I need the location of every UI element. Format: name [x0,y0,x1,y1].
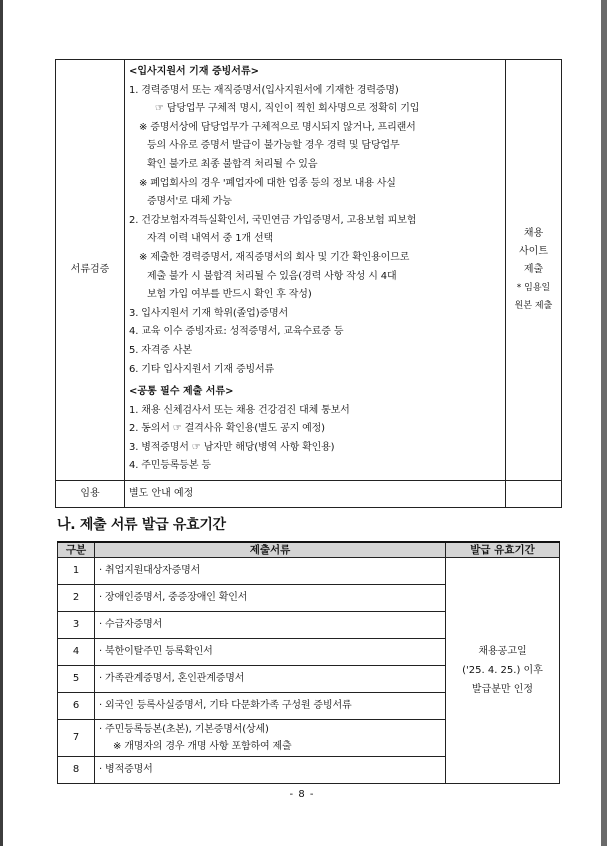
viewer-right-edge [601,0,607,846]
validity-line-2: ('25. 4. 25.) 이후 [462,665,543,676]
validity-header-row [58,542,560,558]
s1-line-10: ※ 제출한 경력증명서, 재직증명서의 회사 및 기간 확인용이므로 [139,251,410,263]
screening-content [125,60,506,481]
s1-line-16: 6. 기타 입사지원서 기재 증빙서류 [129,363,274,375]
appointment-content: 별도 안내 예정 [125,481,506,508]
header-valid: 발급 유효기간 [446,542,560,558]
screening-label: 서류검증 [56,60,125,481]
appointment-row [56,481,562,508]
document-page [3,0,601,846]
section-title: 나. 제출 서류 발급 유효기간 [57,517,226,533]
row-doc-note: ※ 개명자의 경우 개명 사항 포함하여 제출 [113,741,292,752]
validity-line-1: 채용공고일 [478,646,527,657]
s2-line-4: 4. 주민등록등본 등 [129,460,211,472]
s1-line-15: 5. 자격증 사본 [129,344,192,356]
s1-line-14: 4. 교육 이수 증빙자료: 성적증명서, 교육수료증 등 [129,326,344,338]
s1-line-5: 확인 불가로 최종 불합격 처리될 수 있음 [147,158,318,170]
screening-table [55,59,562,508]
s2-line-3: 3. 병적증명서 ☞ 남자만 해당(병역 사항 확인용) [129,441,335,453]
s2-line-1: 1. 채용 신체검사서 또는 채용 건강검진 대체 통보서 [129,404,350,416]
validity-period [446,558,560,784]
validity-table [57,541,560,784]
submission-line-1: 채용 [523,228,544,240]
row-doc: · 외국인 등록사실증명서, 기타 다문화가족 구성원 증빙서류 [95,693,446,720]
screening-row [56,60,562,481]
page-number: - 8 - [289,789,315,800]
s1-line-4: 등의 사유로 증명서 발급이 불가능할 경우 경력 및 담당업무 [147,140,400,152]
row-doc: · 취업지원대상자증명서 [95,558,446,585]
header-no: 구분 [58,542,95,558]
s2-line-2: 2. 동의서 ☞ 결격사유 확인용(별도 공지 예정) [129,423,325,435]
row-no: 3 [58,612,95,639]
row-doc-main: · 주민등록등본(초본), 기본증명서(상세) [99,724,269,735]
s1-line-7: 증명서'로 대체 가능 [147,196,232,208]
s1-line-1: 1. 경력증명서 또는 재직증명서(입사지원서에 기재한 경력증명) [129,84,399,96]
header-doc: 제출서류 [95,542,446,558]
row-doc: · 병적증명서 [95,757,446,784]
submission-note-2: 원본 제출 [514,301,553,312]
validity-line-3: 발급분만 인정 [471,684,534,695]
s1-line-13: 3. 입사지원서 기재 학위(졸업)증명서 [129,307,288,319]
submission-note-1: * 임용일 [516,283,551,294]
row-no: 6 [58,693,95,720]
table-row [58,558,560,585]
row-no: 8 [58,757,95,784]
row-doc: · 북한이탈주민 등록확인서 [95,639,446,666]
row-doc [95,720,446,757]
s1-line-12: 보험 가입 여부를 반드시 확인 후 작성) [147,289,312,301]
s1-line-9: 자격 이력 내역서 중 1개 선택 [147,233,273,245]
section2-title: <공통 필수 제출 서류> [129,386,234,398]
row-no: 4 [58,639,95,666]
s1-line-3: ※ 증명서상에 담당업무가 구체적으로 명시되지 않거나, 프리랜서 [139,121,416,133]
row-no: 2 [58,585,95,612]
row-no: 7 [58,720,95,757]
s1-line-11: 제출 불가 시 불합격 처리될 수 있음(경력 사항 작성 시 4대 [147,270,397,282]
appointment-empty [506,481,562,508]
row-doc: · 수급자증명서 [95,612,446,639]
appointment-label: 임용 [56,481,125,508]
row-doc: · 장애인증명서, 중증장애인 확인서 [95,585,446,612]
s1-line-8: 2. 건강보험자격득실확인서, 국민연금 가입증명서, 고용보험 피보험 [129,214,417,226]
s1-line-2: ☞ 담당업무 구체적 명시, 직인이 찍힌 회사명으로 정확히 기입 [155,103,420,115]
row-doc: · 가족관계증명서, 혼인관계증명서 [95,666,446,693]
row-no: 5 [58,666,95,693]
s1-line-6: ※ 폐업회사의 경우 '폐업자에 대한 업종 등의 정보 내용 사실 [139,177,396,189]
submission-line-3: 제출 [523,264,544,276]
row-no: 1 [58,558,95,585]
submission-line-2: 사이트 [519,246,548,258]
submission-method [506,60,562,481]
section1-title: <입사지원서 기재 증빙서류> [129,66,259,77]
